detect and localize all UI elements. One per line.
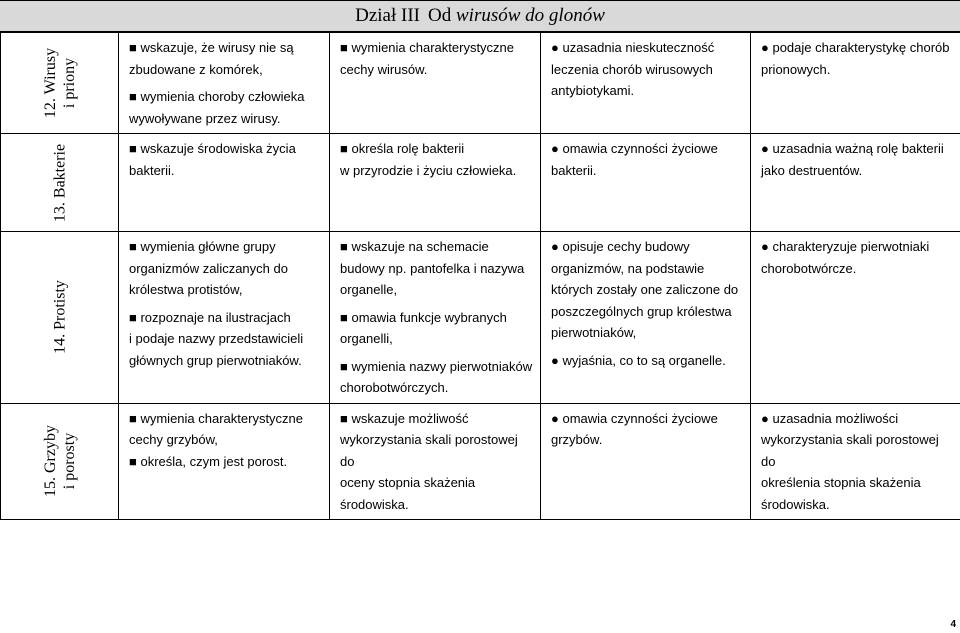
requirement-cell (330, 33, 541, 134)
row-heading (1, 403, 119, 520)
table-row (1, 232, 960, 404)
requirement-text: ■ rozpoznaje na ilustracjach (129, 309, 291, 325)
requirement-text: i podaje nazwy przedstawicieli (129, 331, 304, 346)
requirement-text: ■ wymienia główne grupy (129, 239, 276, 254)
requirement-text: ■ wskazuje środowiska życia (129, 141, 296, 156)
requirement-text: antybiotykami. (551, 83, 635, 98)
requirement-text: bakterii. (551, 162, 597, 178)
requirement-text: ■ wymienia charakterystyczne (340, 40, 515, 55)
row-heading (1, 232, 119, 404)
requirement-text: chorobotwórczych. (340, 380, 449, 395)
requirement-text: leczenia chorób wirusowych (551, 61, 713, 77)
row-heading (1, 33, 119, 134)
topic-label-line: 13. Bakterie (51, 143, 68, 222)
requirement-text: bakterii. (129, 162, 175, 178)
requirement-text: ● uzasadnia nieskuteczność (551, 40, 715, 55)
requirement-cell (541, 134, 751, 232)
requirement-cell (541, 33, 751, 134)
requirement-text: ■ wskazuje na schemacie (340, 239, 489, 254)
requirement-text: zbudowane z komórek, (129, 61, 263, 77)
requirement-text: ● opisuje cechy budowy (551, 239, 690, 254)
requirement-text: grzybów. (551, 432, 603, 447)
topic-label (41, 48, 79, 118)
requirement-text: środowiska. (340, 496, 409, 512)
requirement-text: głównych grup pierwotniaków. (129, 352, 302, 368)
requirement-text: wykorzystania skali porostowej do (340, 432, 518, 469)
requirement-text: ■ określa rolę bakterii (340, 141, 465, 156)
requirement-cell (330, 134, 541, 232)
requirement-text: ● omawia czynności życiowe (551, 141, 718, 156)
requirement-text: organelle, (340, 282, 398, 297)
requirement-cell (751, 33, 960, 134)
requirement-cell (751, 232, 960, 404)
requirement-cell (330, 232, 541, 404)
requirement-text: wywoływane przez wirusy. (129, 110, 281, 126)
requirements-table (0, 32, 960, 520)
header-part: Od (428, 5, 452, 26)
requirement-text: prionowych. (761, 61, 831, 77)
requirement-text: określenia stopnia skażenia (761, 475, 921, 490)
requirement-cell (119, 33, 330, 134)
requirement-text: organizmów zaliczanych do (129, 260, 288, 276)
requirement-text: ● podaje charakterystykę chorób (761, 40, 950, 55)
requirement-cell (751, 403, 960, 520)
topic-label-line: i priony (60, 57, 78, 109)
requirement-cell (119, 232, 330, 404)
header-part: wirusów do glonów (456, 5, 605, 26)
requirement-text: ■ omawia funkcje wybranych (340, 309, 507, 325)
requirement-text: których zostały one zaliczone do (551, 282, 739, 297)
topic-label-line: 15. Grzyby (41, 425, 59, 498)
requirement-text: królestwa protistów, (129, 282, 243, 297)
requirement-text: ● charakteryzuje pierwotniaki (761, 239, 930, 254)
requirement-text: ● uzasadnia ważną rolę bakterii (761, 141, 944, 156)
row-heading (1, 134, 119, 232)
requirement-text: ■ wskazuje, że wirusy nie są (129, 40, 294, 55)
topic-label (41, 425, 79, 497)
table-row (1, 403, 960, 520)
requirement-text: ■ określa, czym jest porost. (129, 453, 288, 469)
requirement-text: ● wyjaśnia, co to są organelle. (551, 352, 726, 368)
topic-label-line: i porosty (60, 433, 78, 490)
requirement-text: ● omawia czynności życiowe (551, 410, 718, 426)
requirement-text: jako destruentów. (761, 162, 863, 178)
requirement-text: ■ wymienia choroby człowieka (129, 89, 305, 104)
requirement-text: ■ wskazuje możliwość (340, 410, 469, 426)
topic-label (50, 280, 69, 354)
section-header (0, 0, 960, 32)
requirement-text: pierwotniaków, (551, 325, 637, 340)
table-row (1, 33, 960, 134)
requirement-cell (330, 403, 541, 520)
requirement-text: cechy wirusów. (340, 61, 428, 77)
requirement-text: wykorzystania skali porostowej do (761, 432, 939, 469)
page-number: 4 (950, 619, 956, 630)
header-part: Dział III (355, 5, 421, 26)
requirement-text: ■ wymienia nazwy pierwotniaków (340, 358, 533, 374)
requirement-text: organizmów, na podstawie (551, 260, 705, 276)
requirement-text: organelli, (340, 331, 393, 346)
requirement-cell (541, 403, 751, 520)
table-row (1, 134, 960, 232)
requirement-text: ● uzasadnia możliwości (761, 410, 899, 426)
topic-label-line: 12. Wirusy (41, 47, 59, 119)
requirement-text: budowy np. pantofelka i nazywa (340, 260, 525, 276)
requirement-text: poszczególnych grup królestwa (551, 303, 732, 319)
requirement-text: środowiska. (761, 496, 830, 512)
requirement-cell (119, 403, 330, 520)
requirement-text: cechy grzybów, (129, 432, 218, 447)
requirement-text: w przyrodzie i życiu człowieka. (340, 162, 517, 178)
requirement-text: chorobotwórcze. (761, 260, 857, 276)
requirement-cell (751, 134, 960, 232)
requirement-text: oceny stopnia skażenia (340, 475, 476, 490)
requirement-cell (119, 134, 330, 232)
topic-label-line: 14. Protisty (51, 280, 68, 355)
requirement-text: ■ wymienia charakterystyczne (129, 410, 304, 426)
topic-label (50, 143, 69, 221)
requirement-cell (541, 232, 751, 404)
